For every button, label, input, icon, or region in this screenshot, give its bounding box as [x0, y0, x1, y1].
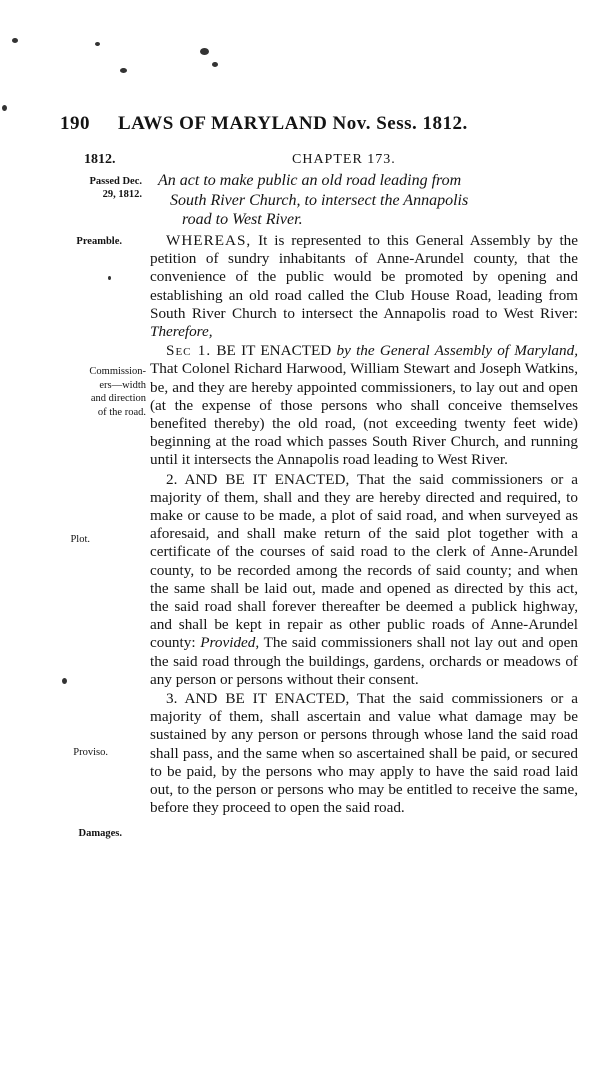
section-1-label: Sec 1.: [166, 342, 212, 360]
margin-note-preamble: Preamble.: [76, 236, 122, 247]
margin-note-passed: Passed Dec. 29, 1812.: [89, 176, 142, 200]
running-title: LAWS OF MARYLAND Nov. Sess. 1812.: [118, 113, 468, 134]
section-1-paragraph: [150, 342, 578, 469]
scan-speck: [200, 48, 209, 55]
margin-year: 1812.: [84, 152, 116, 167]
section-2-proviso-text: The said commissioners shall not lay out and open the said road through the buildings, gardens, orchards or meadows of any person or persons without their consent.: [150, 634, 578, 688]
preamble-text: It is represented to this General Assembly by the petition of sundry inhabitants of Anne-Arundel county, that the convenience of the public would be promoted by opening and establishing an old road called the Club House Road, leading from South River Church to intersect the Annapolis road to West River:: [150, 232, 578, 322]
section-1-text: That Colonel Richard Harwood, William Stewart and Joseph Watkins, be, and they are hereby appointed commissioners, to lay out and open (at the expense of those persons who shall conceive themselves benefited thereby) the old road, (not exceeding twenty feet wide) beginning at the road which passes South River Church, and running until it intersects the Annapolis road leading to West River.: [150, 360, 578, 469]
chapter-heading: CHAPTER 173.: [292, 152, 396, 167]
section-2-paragraph: [150, 471, 578, 689]
margin-note-commissioners: Commission- ers—width and direction of the road.: [89, 366, 146, 418]
act-body: [150, 232, 578, 819]
section-3-paragraph: [150, 690, 578, 817]
scan-speck: [108, 276, 111, 280]
preamble-paragraph: [150, 232, 578, 341]
preamble-therefore: Therefore,: [150, 323, 213, 341]
preamble-lead: WHEREAS,: [166, 232, 252, 249]
section-1-enacted: BE IT ENACTED: [211, 342, 332, 360]
margin-note-proviso: Proviso.: [73, 747, 108, 758]
section-1-by: by the General Assembly of Maryland,: [331, 342, 578, 360]
section-3-lead: 3. AND BE IT ENACTED,: [166, 690, 350, 708]
act-title: An act to make public an old road leading from South River Church, to intersect the Annapolis road to West River.: [158, 172, 469, 228]
section-2-text: That the said commissioners or a majority of them, shall and they are hereby directed and required, to make or cause to be made, a plot of said road, and when surveyed as aforesaid, and shall make return of the said plot together with a certificate of the courses of said road to the clerk of Anne-Arundel county, to be recorded among the records of said county; and when the same shall be laid out, made and opened as directed by this act, the said road shall forever thereafter be deemed a publick highway, and shall be kept in repair as other public roads of Anne-Arundel county:: [150, 470, 578, 652]
scan-speck: [212, 62, 218, 67]
section-2-lead: 2. AND BE IT ENACTED,: [166, 470, 350, 488]
section-3-text: That the said commissioners or a majority of them, shall ascertain and value what damage may be sustained by any person or persons through whose land the said road shall pass, and the same when so ascertained shall be paid, or secured to be paid, by the persons who may apply to have the said road laid out, to the person or persons who may be entitled to receive the same, before they proceed to open the said road.: [150, 690, 578, 817]
scan-speck: [120, 68, 127, 73]
scan-speck: [12, 38, 18, 43]
margin-note-plot: Plot.: [70, 534, 90, 545]
scan-speck: [95, 42, 100, 46]
page-number: 190: [60, 113, 90, 134]
margin-note-damages: Damages.: [78, 828, 122, 839]
scan-speck: [2, 105, 7, 111]
running-header: [60, 113, 530, 139]
scan-speck: [62, 678, 67, 684]
section-2-provided: Provided,: [200, 634, 260, 652]
